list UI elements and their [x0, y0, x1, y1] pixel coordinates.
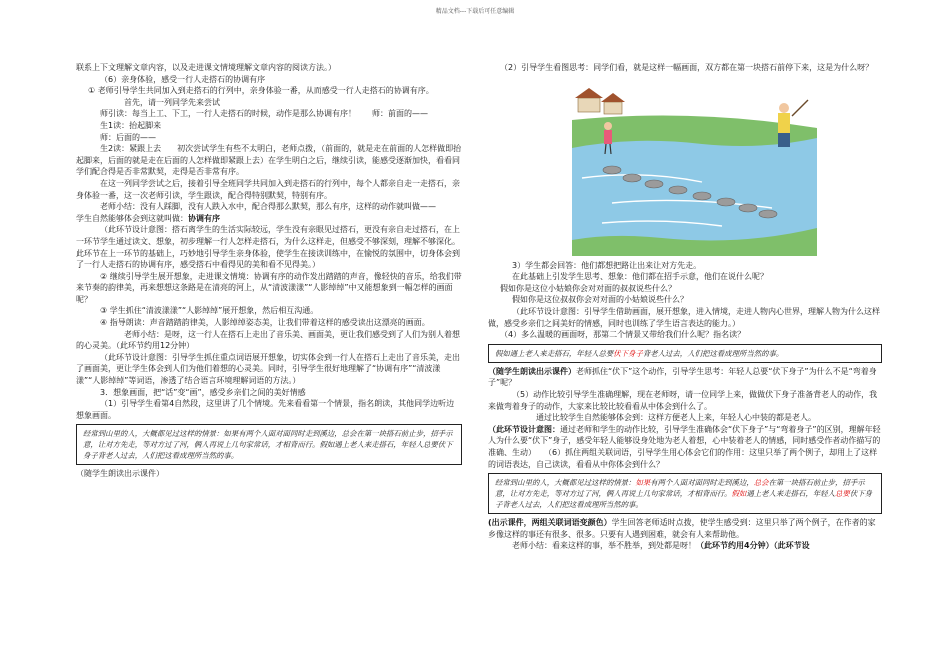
- paragraph: （2）引导学生看图思考：同学们看，就是这样一幅画面，双方都在第一块搭石前停下来，这是为什么呀？: [500, 63, 874, 72]
- river: [572, 138, 817, 240]
- paragraph: （随学生朗读出示课件）: [76, 469, 164, 479]
- design-intent-note: （此环节设计意图：引导学生借助画面，展开想象，进入情境，走进人物内心世界，理解人物为什么这样做，感受乡亲们之间美好的情感，同时也训练了学生语言表达的能力。）: [488, 306, 880, 328]
- conjunction-highlight: 假如: [731, 489, 747, 499]
- highlighted-phrase: 伏下身子: [613, 348, 643, 358]
- conjunction-highlight: 总会: [753, 478, 769, 488]
- paragraph: （5）动作比较引导学生准确理解，现在老师呀，请一位同学上来，做做伏下身子准备背老人的动作，我来做弯着身子的动作，大家来比较比较看看从中体会到什么了。: [488, 389, 878, 411]
- text: 通过老师和学生的动作比较，引导学生准确体会“伏下身子”与“弯着身子”的区别，理解年轻人为什么要“伏下”身子，感受年轻人能够设身处地为老人着想，心中装着老人的情感，同时感受作者动作描写的准确、生动） （6）抓住两组关联词语，引导学生用心体会它们的作用：这里只举了两个例子，却用上了这样的词语表达，自己读读，看看从中你体会到什么？: [488, 424, 881, 469]
- page-header: 精品文档---下载后可任意编辑: [435, 8, 515, 15]
- conjunction-highlight: 总要: [835, 489, 850, 499]
- paragraph: 3）学生都会回答：他们都想把路让出来让对方先走。: [512, 260, 702, 270]
- design-intent-note: （此环节设计意图：引导学生抓住重点词语展开想象，切实体会到一行人在搭石上走出了音乐美，走出了画面美，更让学生体会到人们为他们着想的心灵美。同时，引导学生很好地理解了“协调有序”“清波漾漾”“人影绰绰”等词语，渗透了结合语言环境理解词语的方法。）: [76, 352, 460, 386]
- paragraph: 假如你是这位小姑娘你会对对面的叔叔说些什么？: [500, 283, 676, 293]
- courseware-note: （随学生朗读出示课件）: [488, 366, 576, 376]
- text: 假如遇上老人来走搭石，年轻人总要: [495, 348, 614, 358]
- paragraph: ② 继续引导学生展开想象，走进课文情境：协调有序的动作发出踏踏的声音，像轻快的音乐，给我们带来节奏的韵律美，再来想想这条路是在清亮的河上，从“清波漾漾”“人影绰绰”中又能想象到一幅怎样的画面呢？: [76, 271, 462, 304]
- paragraph: ④ 指导朗读：声音踏踏韵律美，人影绰绰姿态美，让我们带着这样的感受读出这漂亮的画面。: [100, 318, 430, 328]
- quoted-passage-box: 经常到山里的人，大概都见过这样的情景：如果有两个人面对面同时走到溪边，总会在第一块搭石前止步，招手示意，让对方先走，等对方过了河，俩人再说上几句家常话，才相背而行。假如遇上老人来走搭石，年轻人总要伏下身子背老人过去，人们把这看成理所当然的事。: [76, 424, 462, 465]
- paragraph: 假如你是这位叔叔你会对对面的小姑娘说些什么？: [512, 295, 688, 305]
- paragraph: [488, 540, 882, 552]
- river-stepping-stones-illustration: [572, 78, 817, 256]
- paragraph: （4）多么温暖的画面呀，那第二个情景又带给我们什么呢？指名读？: [500, 330, 746, 340]
- paragraph: 老师小结：没有人踩脚，没有人跌入水中，配合得那么默契，那么有序，这样的动作就叫做——: [100, 202, 436, 212]
- quoted-sentence-box: [488, 344, 882, 363]
- design-intent-note: （此环节设计意图：搭石离学生的生活实际较远，学生没有亲眼见过搭石，更没有亲自走过搭石，在上一环节学生通过读文、想象，初步理解一行人怎样走搭石，为什么这样走，但感受不够深刻，理解不够深化。此环节在上一环节的基础上，巧妙地引导学生亲身体验，使学生在接读训练中，在愉悦的氛围中，切身体会到了一行人走搭石的协调有序，感受搭石中看得见的美和看不见得美。）: [76, 225, 460, 270]
- paragraph: （1）引导学生看第4自然段，这里讲了几个情境。先来看看第一个情景，指名朗读，其他同学边听边想象画面。: [76, 399, 455, 420]
- key-phrase: 协调有序: [188, 213, 220, 223]
- paragraph: [488, 366, 882, 389]
- text: 学生回答老师适时点拨，使学生感受到：这里只举了两个例子，在作者的家乡像这样的事还有很多、很多。只要有人遇到困难，就会有人来帮助他。: [488, 518, 876, 539]
- section-heading: 3．想象画面，把“话”变“画”，感受乡亲们之间的美好情感: [100, 387, 306, 397]
- quoted-passage-box: 经常到山里的人，大概都见过这样的情景：如果有两个人面对面同时走到溪边，总会在第一块搭石前止步，招手示意，让对方先走，等对方过了河，俩人再说上几句家常话，才相背而行。假如遇上老人来走搭石，年轻人总要伏下身子背老人过去，人们把这看成理所当然的事。: [488, 473, 882, 514]
- paragraph: 生1读：抬起脚来: [100, 120, 162, 130]
- design-intent-note: [488, 424, 882, 470]
- text: 学生自然能够体会到这就叫做：: [76, 213, 188, 223]
- text: 老师抓住“伏下”这个动作，引导学生思考：年轻人总要“伏下身子”为什么不是“弯着身子”呢？: [488, 366, 877, 388]
- paragraph: 通过比较学生自然能够体会到：这样方便老人上来，年轻人心中装的都是老人。: [536, 413, 816, 423]
- paragraph: ① 老师引导学生共同加入到走搭石的行列中，亲身体验一番，从而感受一行人走搭石的协调有序。: [88, 86, 434, 96]
- paragraph: 生2读：紧跟上去 初次尝试学生有些不太明白，老师点拨，（前面的，就是走在前面的人怎样做即抬起脚来，后面的就是走在后面的人怎样做即紧跟上去）在学生明白之后，继续引读，能感受逐渐加快，看看同学们配合得是否非常默契，走得是否非常有序。: [76, 144, 462, 177]
- paragraph: ③ 学生抓住“清波漾漾”“人影绰绰”展开想象，然后相互沟通。: [100, 306, 319, 316]
- paragraph: 师引读：每当上工、下工，一行人走搭石的时候，动作是那么协调有序！ 师：前面的——: [100, 109, 428, 119]
- right-column: [488, 62, 882, 552]
- paragraph: 老师小结：是呀，这一行人在搭石上走出了音乐美、画面美，更让我们感受到了人们为别人着想的心灵美。（此环节约用12分钟）: [76, 329, 460, 351]
- note-label: （此环节设计意图：: [488, 424, 560, 434]
- timing-note: （此环节约用4分钟）（此环节设: [696, 541, 810, 551]
- left-column: [76, 62, 462, 480]
- paragraph: 在此基础上引发学生思考、想象：他们都在招手示意，他们在说什么呢？: [512, 272, 768, 282]
- paragraph: 首先，请一列同学先来尝试: [124, 97, 220, 107]
- text: 老师小结：看来这样的事，举不胜举，到处都是呀！: [512, 541, 696, 551]
- paragraph: 在这一列同学尝试之后，接着引导全班同学共同加入到走搭石的行列中，每个人都亲自走一走搭石，亲身体验一番，这一次老师引读，学生跟读，配合得特别默契，特别有序。: [76, 178, 460, 200]
- paragraph: [488, 517, 882, 540]
- paragraph: 联系上下文理解文章内容，以及走进课文情境理解文章内容的阅读方法。）: [76, 63, 336, 72]
- courseware-note: (出示课件，两组关联词语变颜色）: [488, 518, 612, 528]
- section-heading: （6）亲身体验，感受一行人走搭石的协调有序: [100, 74, 266, 84]
- text: 背老人过去，人们把这看成理所当然的事。: [642, 348, 784, 358]
- paragraph: 师：后面的——: [100, 132, 156, 142]
- conjunction-highlight: 如果: [635, 478, 651, 488]
- paragraph: [76, 213, 462, 225]
